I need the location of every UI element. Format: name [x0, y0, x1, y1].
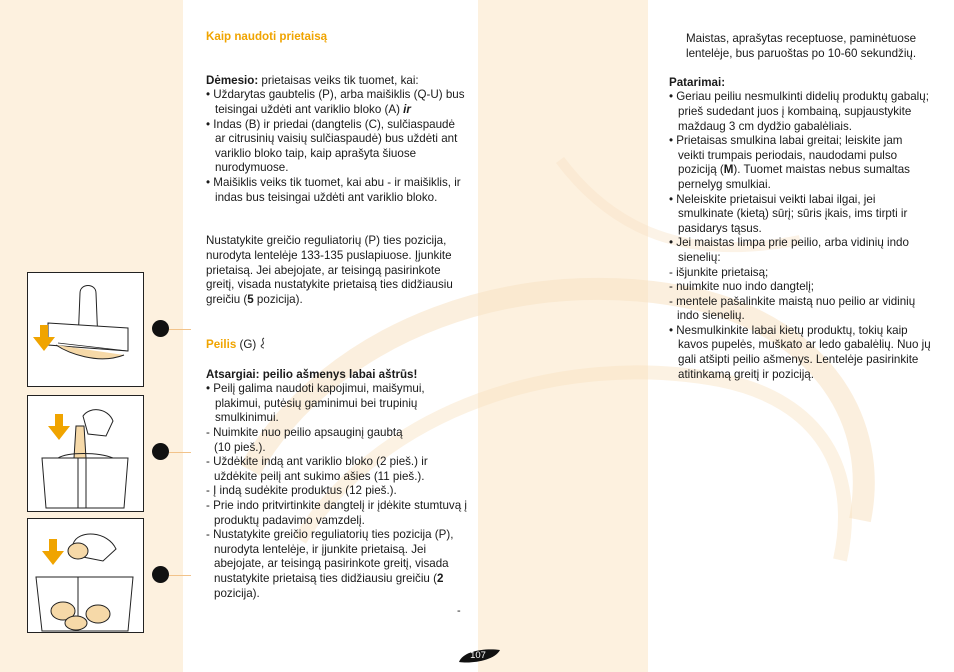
- blade-heading-line: [206, 337, 468, 353]
- tip-text: Prietaisas smulkina labai greitai; leiskite jam veikti trumpais periodais, naudodami pulso poziciją (: [676, 134, 903, 177]
- bullet-text: Peilį galima naudoti kapojimui, maišymui, plakimui, putėsių gaminimui bei trupinių smulkinimui.: [213, 382, 425, 425]
- arrow-down-icon: [33, 325, 55, 351]
- step-tail: pozicija).: [214, 586, 260, 600]
- bullet-text: Maišiklis veiks tik tuomet, kai abu - ir maišiklis, ir indas bus teisingai uždėti ant variklio bloko.: [213, 175, 461, 204]
- bullet-text: Indas (B) ir priedai (dangtelis (C), sulčiaspaudė ar citrusinių vaisių sulčiaspaudė) bus uždėti ant variklio bloko taip, kaip aprašyta šiuose nurodymuose.: [213, 117, 458, 175]
- bullet-item: • Uždarytas gaubtelis (P), arba maišiklis (Q-U) bus teisingai uždėti ant variklio bloko (A) ir: [206, 88, 465, 116]
- callout-leader-line: [169, 575, 191, 576]
- blade-warning: [206, 368, 468, 383]
- usage-heading: Kaip naudoti prietaisą: [206, 30, 328, 43]
- usage-column: [206, 30, 468, 601]
- step-item: - Į indą sudėkite produktus (12 pieš.).: [206, 484, 397, 498]
- attention-paragraph: [206, 74, 468, 89]
- page-number: 107: [470, 650, 486, 661]
- bullet-item: • Maišiklis veiks tik tuomet, kai abu - ir maišiklis, ir indas bus teisingai uždėti ant variklio bloko.: [206, 175, 461, 204]
- tips-column: [669, 32, 931, 382]
- tip-subitem-text: išjunkite prietaisą;: [676, 265, 769, 279]
- blade-ref: (G): [236, 338, 260, 352]
- speed-tail: pozicija).: [253, 292, 303, 306]
- attention-text: prietaisas veiks tik tuomet, kai:: [258, 73, 419, 87]
- speed-value: 5: [247, 292, 254, 306]
- food-piece-illustration: [68, 543, 88, 559]
- step-text: Nustatykite greičio reguliatorių ties pozicija (P), nurodyta lentelėje, ir įjunkite prietaisą. Jei abejojate, ar teisingą pasirinkote greitį, visada nustatykite prietaisą ties didžiausiu greičiu (: [213, 528, 454, 585]
- speed-paragraph: [206, 234, 468, 307]
- speed-text: Nustatykite greičio reguliatorių (P) ties pozicija, nurodyta lentelėje 133-135 puslapiuose. Įjunkite prietaisą. Jei abejojate, ar teisingą pasirinkote greitį, visada nustatykite prietaisą ties didžiausiu greičiu (: [206, 234, 453, 306]
- bullet-emphasis: ir: [403, 102, 411, 116]
- bullet-item: • Indas (B) ir priedai (dangtelis (C), sulčiaspaudė ar citrusinių vaisių sulčiaspaudė) bus uždėti ant variklio bloko taip, kaip aprašyta šiuose nurodymuose.: [206, 117, 458, 175]
- arrow-down-icon: [42, 539, 64, 565]
- arrow-down-icon: [48, 414, 70, 440]
- tip-subitem: - nuimkite nuo indo dangtelį;: [669, 280, 815, 294]
- tip-text: Jei maistas limpa prie peilio, arba vidinių indo sienelių:: [676, 236, 909, 264]
- callout-leader-line: [169, 329, 191, 330]
- figure-10-blade-guard: [27, 272, 144, 387]
- figure-11-blade-on-bowl: [27, 395, 144, 512]
- blade-symbol-icon: [259, 337, 267, 349]
- figure-callout-12: [152, 566, 169, 583]
- step-value: 2: [436, 571, 444, 585]
- figure-12-food-in-bowl: [27, 518, 144, 633]
- bowl-illustration: [42, 458, 128, 508]
- blade-heading: Peilis: [206, 338, 237, 352]
- step-item: - Nuimkite nuo peilio apsauginį gaubtą: [206, 426, 403, 440]
- figure-callout-11: [152, 443, 169, 460]
- bullet-text: Uždarytas gaubtelis (P), arba maišiklis (Q-U) bus teisingai uždėti ant variklio bloko (A): [213, 88, 465, 116]
- step-item-continued: [206, 441, 468, 456]
- step-text: Į indą sudėkite produktus (12 pieš.).: [213, 484, 397, 498]
- tip-item: • Geriau peiliu nesmulkinti didelių produktų gabalų; prieš sudedant juos į kombainą, supjaustykite maždaug 3 cm dydžio gabalėliais.: [669, 90, 929, 133]
- figure-callout-10: [152, 320, 169, 337]
- tip-item: • Jei maistas limpa prie peilio, arba vidinių indo sienelių:: [669, 236, 909, 264]
- tip-text: Nesmulkinkite labai kietų produktų, tokių kaip kavos pupelės, muškato ar ledo gabalėlių. Nuo jų gali atšipti peilio ašmenys. Lentelėje pasirinkite atitinkamą greitį ir poziciją.: [676, 323, 931, 381]
- tip-subitem: - išjunkite prietaisą;: [669, 265, 769, 279]
- tip-tail: ). Tuomet maistas nebus sumaltas pernelyg smulkiai.: [678, 163, 910, 191]
- stray-mark: -: [457, 605, 461, 617]
- step-item: - Uždėkite indą ant variklio bloko (2 pieš.) ir uždėkite peilį ant sukimo ašies (11 pieš.).: [206, 455, 428, 483]
- tips-heading: [669, 76, 931, 91]
- tip-subitem: - mentele pašalinkite maistą nuo peilio ar vidinių indo sienelių.: [669, 294, 916, 323]
- callout-leader-line: [169, 452, 191, 453]
- tip-item: • Prietaisas smulkina labai greitai; leiskite jam veikti trumpais periodais, naudodami pulso poziciją (M). Tuomet maistas nebus sumaltas pernelyg smulkiai.: [669, 134, 910, 191]
- tips-heading-text: Patarimai:: [669, 75, 726, 89]
- step-text: Uždėkite indą ant variklio bloko (2 pieš.) ir uždėkite peilį ant sukimo ašies (11 pieš.).: [213, 455, 428, 483]
- step-item: - Prie indo pritvirtinkite dangtelį ir įdėkite stumtuvą į produktų padavimo vamzdelį.: [206, 499, 467, 527]
- intro-paragraph: Maistas, aprašytas receptuose, paminėtuose lentelėje, bus paruoštas po 10-60 sekundžių.: [686, 32, 917, 60]
- tip-emphasis: M: [723, 163, 734, 177]
- bullet-item: • Peilį galima naudoti kapojimui, maišymui, plakimui, putėsių gaminimui bei trupinių smulkinimui.: [206, 382, 425, 425]
- tip-item: • Neleiskite prietaisui veikti labai ilgai, jei smulkinate (kietą) sūrį; sūris įkais, ims tirpti ir pasidarys tąsus.: [669, 192, 908, 235]
- step-item: - Nustatykite greičio reguliatorių ties pozicija (P), nurodyta lentelėje, ir įjunkite prietaisą. Jei abejojate, ar teisingą pasirinkote greitį, visada nustatykite prietaisą ties didžiausiu greičiu (2 pozicija).: [206, 528, 454, 600]
- attention-label: Dėmesio:: [206, 73, 259, 87]
- step-text: (10 pieš.).: [214, 440, 266, 454]
- tip-text: Geriau peiliu nesmulkinti didelių produktų gabalų; prieš sudedant juos į kombainą, supjaustykite maždaug 3 cm dydžio gabalėliais.: [676, 90, 929, 133]
- tip-text: Neleiskite prietaisui veikti labai ilgai, jei smulkinate (kietą) sūrį; sūris įkais, ims tirpti ir pasidarys tąsus.: [676, 192, 908, 235]
- blade-warning-text: Atsargiai: peilio ašmenys labai aštrūs!: [206, 367, 418, 381]
- hand-illustration: [83, 410, 113, 436]
- step-text: Prie indo pritvirtinkite dangtelį ir įdėkite stumtuvą į produktų padavimo vamzdelį.: [213, 499, 467, 527]
- tip-subitem-text: nuimkite nuo indo dangtelį;: [676, 280, 815, 294]
- tip-subitem-text: mentele pašalinkite maistą nuo peilio ar vidinių indo sienelių.: [676, 294, 916, 323]
- step-text: Nuimkite nuo peilio apsauginį gaubtą: [213, 426, 403, 440]
- tip-item: • Nesmulkinkite labai kietų produktų, tokių kaip kavos pupelės, muškato ar ledo gabalėlių. Nuo jų gali atšipti peilio ašmenys. Lentelėje pasirinkite atitinkamą greitį ir poziciją.: [669, 323, 931, 381]
